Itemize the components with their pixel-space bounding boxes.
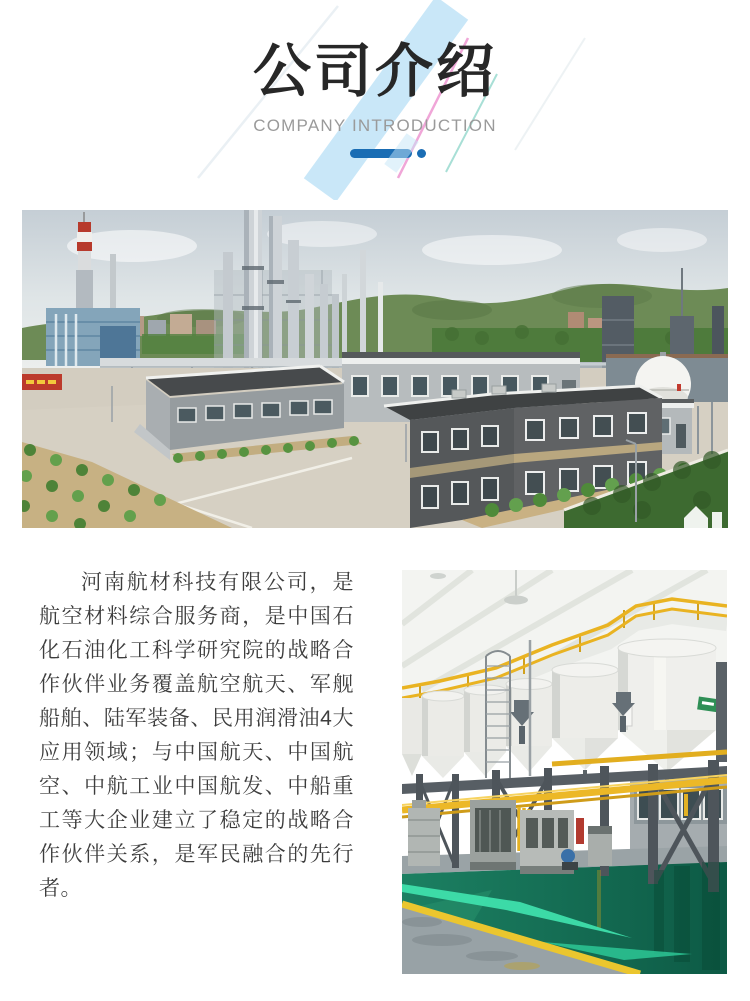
accent-dot bbox=[417, 149, 426, 158]
page-title: 公司介绍 bbox=[252, 39, 497, 104]
plant-aerial-graphic bbox=[22, 210, 728, 528]
factory-interior-photo bbox=[402, 570, 727, 974]
blue-factory-block bbox=[46, 308, 140, 366]
company-description: 河南航材科技有限公司，是航空材料综合服务商，是中国石化石油化工科学研究院的战略合作伙伴业务覆盖航空航天、军舰船舶、陆军装备、民用润滑油4大应用领域；与中国航天、中国航空、中航工业中国航发、中船重工等大企业建立了稳定的战略合作伙伴关系，是军民融合的先行者。 bbox=[39, 571, 354, 900]
section-header bbox=[0, 0, 750, 200]
red-banner bbox=[22, 374, 62, 390]
factory-interior-graphic bbox=[402, 570, 727, 974]
plant-aerial-photo bbox=[22, 210, 728, 528]
page-subtitle: COMPANY INTRODUCTION bbox=[253, 116, 497, 135]
